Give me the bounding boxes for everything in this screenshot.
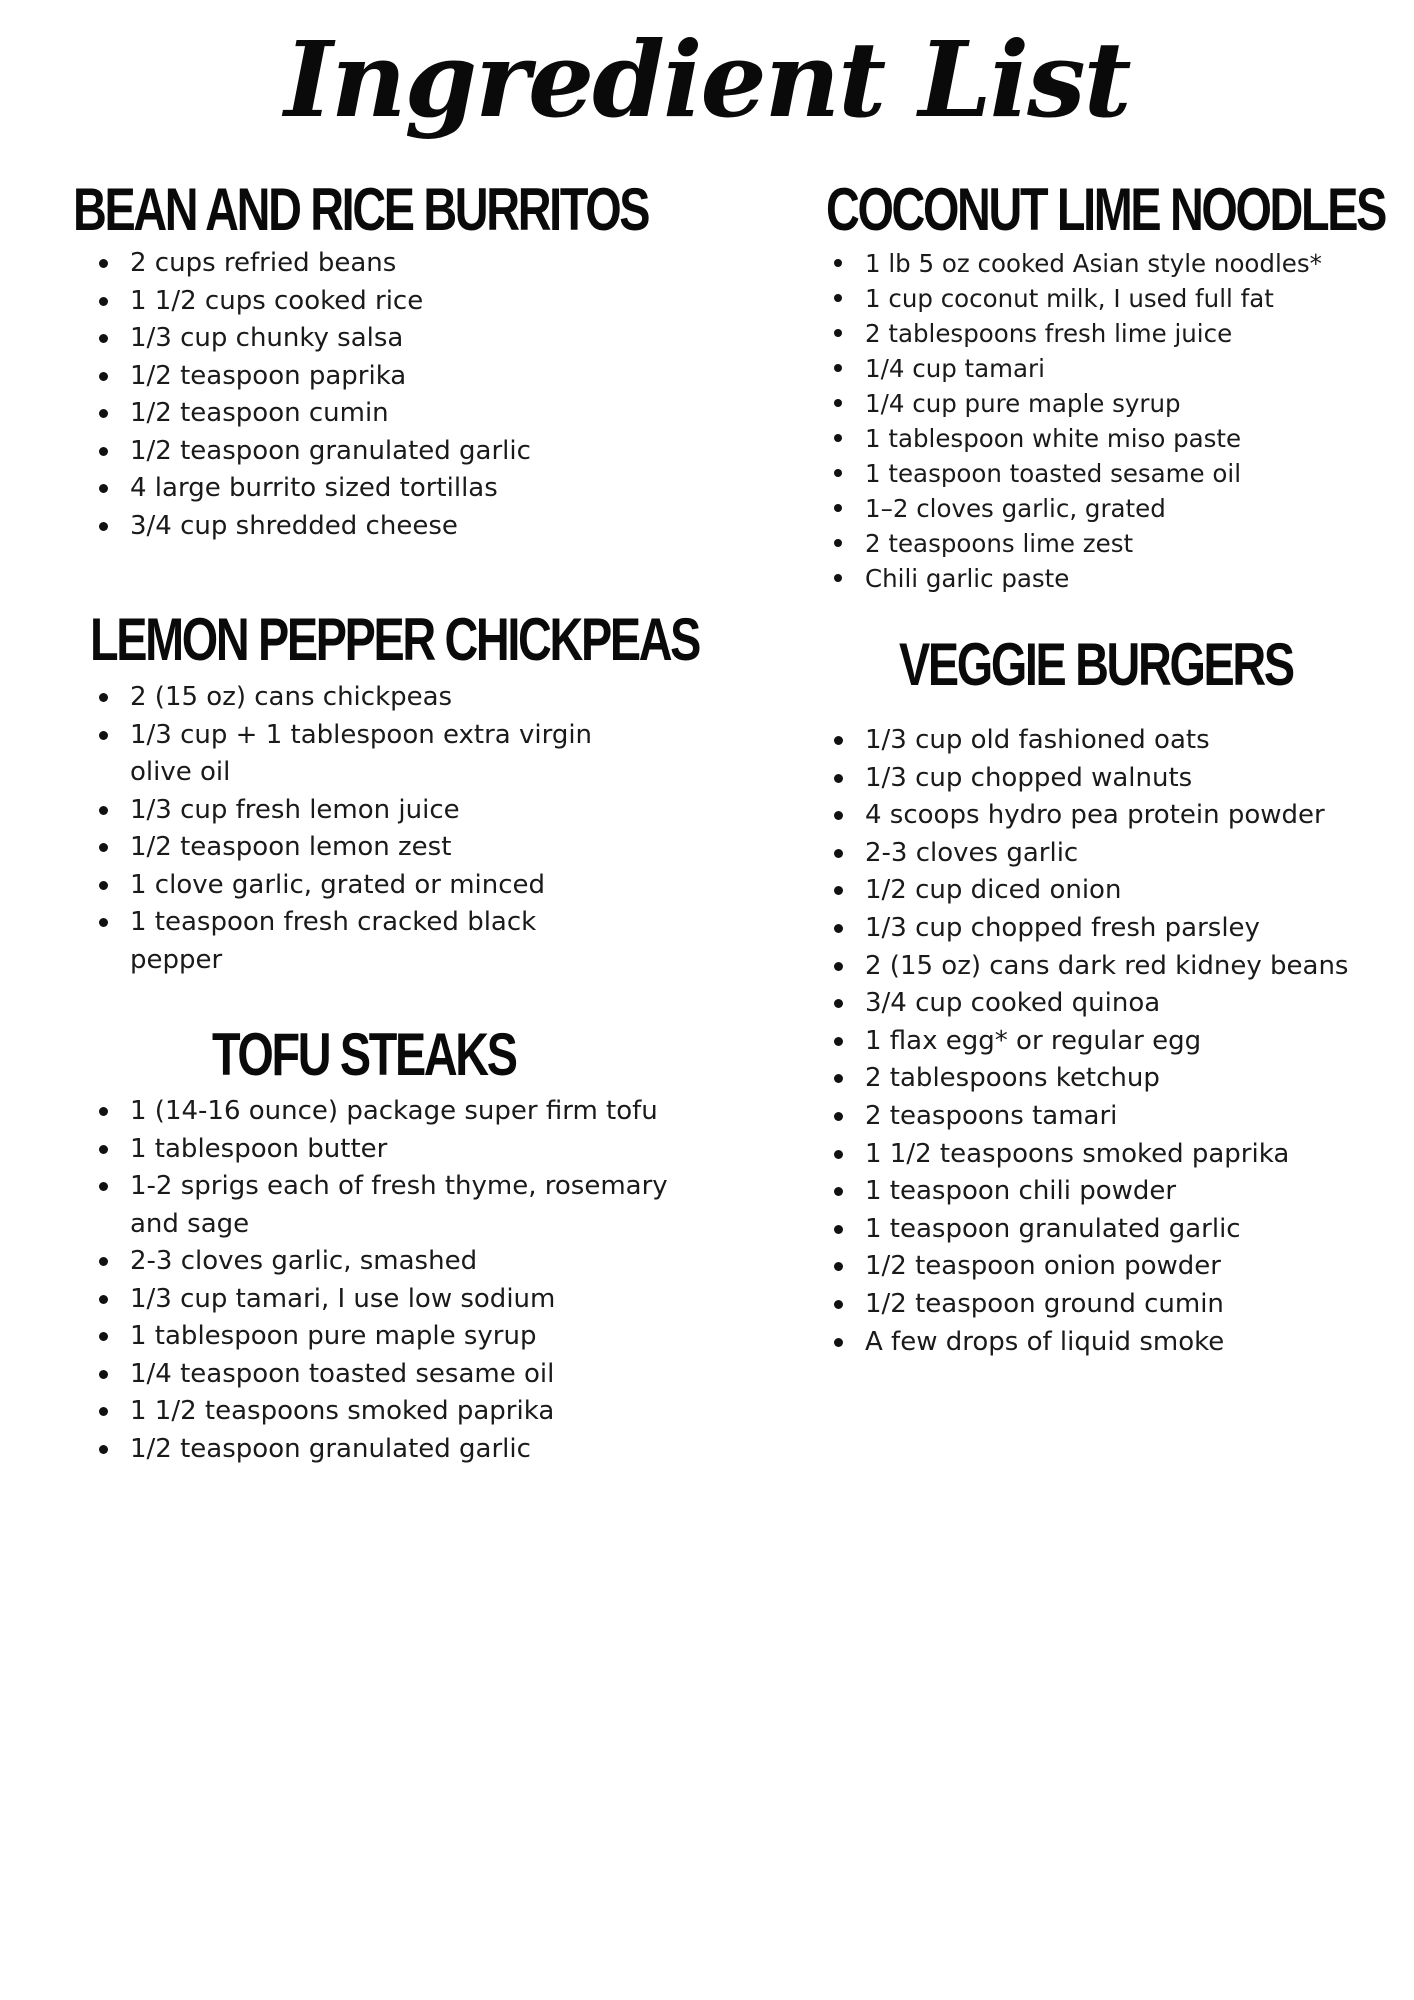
ingredient-item: 1/2 teaspoon granulated garlic [99,1431,689,1469]
ingredient-item: 2 tablespoons fresh lime juice [834,316,1386,351]
ingredient-item: 4 large burrito sized tortillas [99,470,693,508]
burritos-ingredient-list [99,245,693,545]
tofu-ingredient-list [99,1093,689,1468]
ingredient-item: 2 cups refried beans [99,245,693,283]
ingredient-item: 1 tablespoon pure maple syrup [99,1318,689,1356]
ingredient-item: 2 tablespoons ketchup [834,1060,1394,1098]
section-title-chickpeas: LEMON PEPPER CHICKPEAS [90,606,700,673]
ingredient-item: 1 flax egg* or regular egg [834,1023,1394,1061]
chickpeas-ingredient-list [99,679,609,979]
ingredient-item: 1 1/2 cups cooked rice [99,283,693,321]
ingredient-item: 1/3 cup old fashioned oats [834,722,1394,760]
ingredient-item: 1/3 cup fresh lemon juice [99,792,609,830]
ingredient-item: 1 teaspoon granulated garlic [834,1211,1394,1249]
section-lemon-pepper-chickpeas [90,606,700,979]
ingredient-item: 1 tablespoon butter [99,1131,689,1169]
ingredient-item: 1/2 teaspoon lemon zest [99,829,609,867]
section-title-noodles: COCONUT LIME NOODLES [826,176,1386,243]
ingredient-item: 1 1/2 teaspoons smoked paprika [99,1393,689,1431]
ingredient-item: 2-3 cloves garlic, smashed [99,1243,689,1281]
ingredient-item: 3/4 cup shredded cheese [99,508,693,546]
section-title-tofu: TOFU STEAKS [212,1021,516,1088]
ingredient-item: 1 teaspoon fresh cracked black pepper [99,904,609,979]
ingredient-item: 1/2 cup diced onion [834,872,1394,910]
ingredient-item: 1/4 cup pure maple syrup [834,386,1386,421]
ingredient-item: 1/3 cup chunky salsa [99,320,693,358]
ingredient-item: 4 scoops hydro pea protein powder [834,797,1394,835]
ingredient-item: 1–2 cloves garlic, grated [834,491,1386,526]
ingredient-item: 1 teaspoon chili powder [834,1173,1394,1211]
ingredient-item: 1/3 cup chopped walnuts [834,760,1394,798]
ingredient-item: 1/3 cup chopped fresh parsley [834,910,1394,948]
ingredient-item: 2-3 cloves garlic [834,835,1394,873]
ingredient-item: 1/3 cup tamari, I use low sodium [99,1281,689,1319]
ingredient-item: 2 teaspoons tamari [834,1098,1394,1136]
section-title-burgers: VEGGIE BURGERS [899,631,1293,698]
section-coconut-lime-noodles [826,178,1386,596]
ingredient-item: 1 1/2 teaspoons smoked paprika [834,1136,1394,1174]
ingredient-item: 1/2 teaspoon onion powder [834,1248,1394,1286]
ingredient-item: Chili garlic paste [834,561,1386,596]
ingredient-item: 1 teaspoon toasted sesame oil [834,456,1386,491]
ingredient-item: 1/4 teaspoon toasted sesame oil [99,1356,689,1394]
ingredient-item: 1/4 cup tamari [834,351,1386,386]
ingredient-item: 1/2 teaspoon granulated garlic [99,433,693,471]
ingredient-item: 1 clove garlic, grated or minced [99,867,609,905]
ingredient-item: 1 (14-16 ounce) package super firm tofu [99,1093,689,1131]
ingredient-item: 2 teaspoons lime zest [834,526,1386,561]
noodles-ingredient-list [834,246,1386,596]
ingredient-item: 1/3 cup + 1 tablespoon extra virgin olive oil [99,717,609,792]
ingredient-item: 2 (15 oz) cans chickpeas [99,679,609,717]
page-title: Ingredient List [284,18,1130,141]
ingredient-item: 2 (15 oz) cans dark red kidney beans [834,948,1394,986]
burgers-ingredient-list [834,722,1394,1361]
ingredient-item: 1 cup coconut milk, I used full fat [834,281,1386,316]
section-title-burritos: BEAN AND RICE BURRITOS [73,176,649,243]
ingredient-item: 1/2 teaspoon paprika [99,358,693,396]
ingredient-item: 1-2 sprigs each of fresh thyme, rosemary and sage [99,1168,689,1243]
ingredient-item: 1 tablespoon white miso paste [834,421,1386,456]
ingredient-item: 1/2 teaspoon cumin [99,395,693,433]
ingredient-item: 1 lb 5 oz cooked Asian style noodles* [834,246,1386,281]
ingredient-item: 3/4 cup cooked quinoa [834,985,1394,1023]
ingredient-item: A few drops of liquid smoke [834,1324,1394,1362]
section-bean-rice-burritos [73,178,693,545]
ingredient-item: 1/2 teaspoon ground cumin [834,1286,1394,1324]
section-tofu-steaks [99,1023,719,1468]
section-veggie-burgers [834,633,1394,1361]
